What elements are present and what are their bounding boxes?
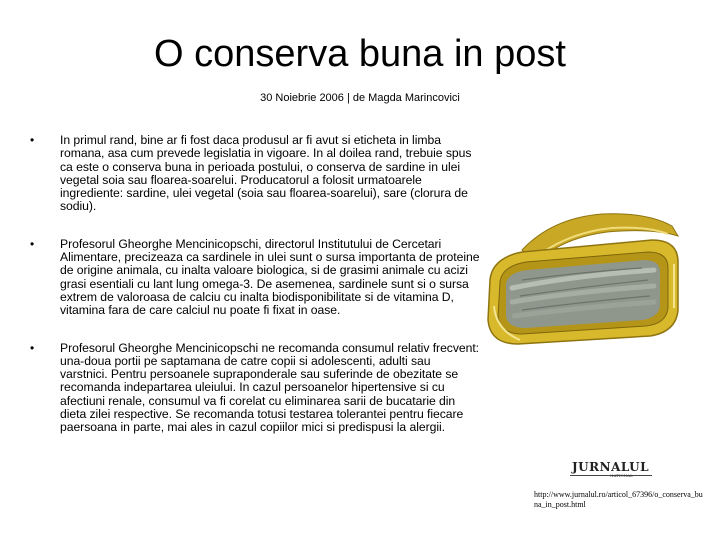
bullet-marker: • — [30, 236, 35, 251]
logo-subtitle: NATIONAL — [610, 473, 633, 478]
jurnalul-national-logo — [570, 460, 654, 478]
bullet-marker: • — [30, 133, 35, 147]
logo-name: JURNALUL — [572, 460, 650, 474]
bullet-item-1 — [30, 134, 480, 214]
bullet-item-3 — [30, 342, 480, 435]
slide-title: O conserva buna in post — [154, 33, 566, 75]
sardine-can-image — [482, 210, 680, 348]
source-link[interactable]: http://www.jurnalul.ro/articol_67396/o_conserva_buna_in_post.html — [534, 490, 703, 509]
bullet-text: Profesorul Gheorghe Mencinicopschi ne recomanda consumul relativ frecvent: una-doua portii pe saptamana de catre copii si adolescenti, adulti sau varstnici. Pentru persoanele supraponderale sau suferinde de obezitate se recomanda indepartarea uleiului. In cazul persoanelor hipertensive si cu afectiuni renale, consumul va fi corelat cu eliminarea sarii de bucatarie din dieta zilei respective. Se recomanda totusi testarea tolerantei pentru fiecare paersoana in parte, mai ales in cazul copiilor mici si predispusi la alergii. — [60, 340, 480, 435]
bullet-text: In primul rand, bine ar fi fost daca produsul ar fi avut si eticheta in limba romana, asa cum prevede legislatia in vigoare. In al doilea rand, trebuie spus ca este o conserva buna in perioada postului, o conserva de sardine in ulei vegetal soia sau floarea-soarelui. Producatorul a folosit urmatoarele ingrediente: sardine, ulei vegetal (soia sau floarea-soarelui), sare (clorura de sodiu). — [60, 133, 472, 214]
bullet-text: Profesorul Gheorghe Mencinicopschi, directorul Institutului de Cercetari Alimentare, precizeaza ca sardinele in ulei sunt o sursa importanta de proteine de origine animala, cu inalta valoare biologica, si de grasimi animale cu acizi grasi esentiali cu lant lung omega-3. De asemenea, sardinele sunt si o sursa extrem de valoroasa de calciu cu inalta biodisponibilitate si de vitamina D, vitamina fara de care calciul nu poate fi fixat in oase. — [60, 236, 480, 318]
bullet-item-2 — [30, 238, 480, 318]
bullet-marker: • — [30, 340, 35, 355]
article-byline: 30 Noiebrie 2006 | de Magda Marincovici — [260, 92, 460, 104]
bullet-list — [30, 134, 480, 435]
